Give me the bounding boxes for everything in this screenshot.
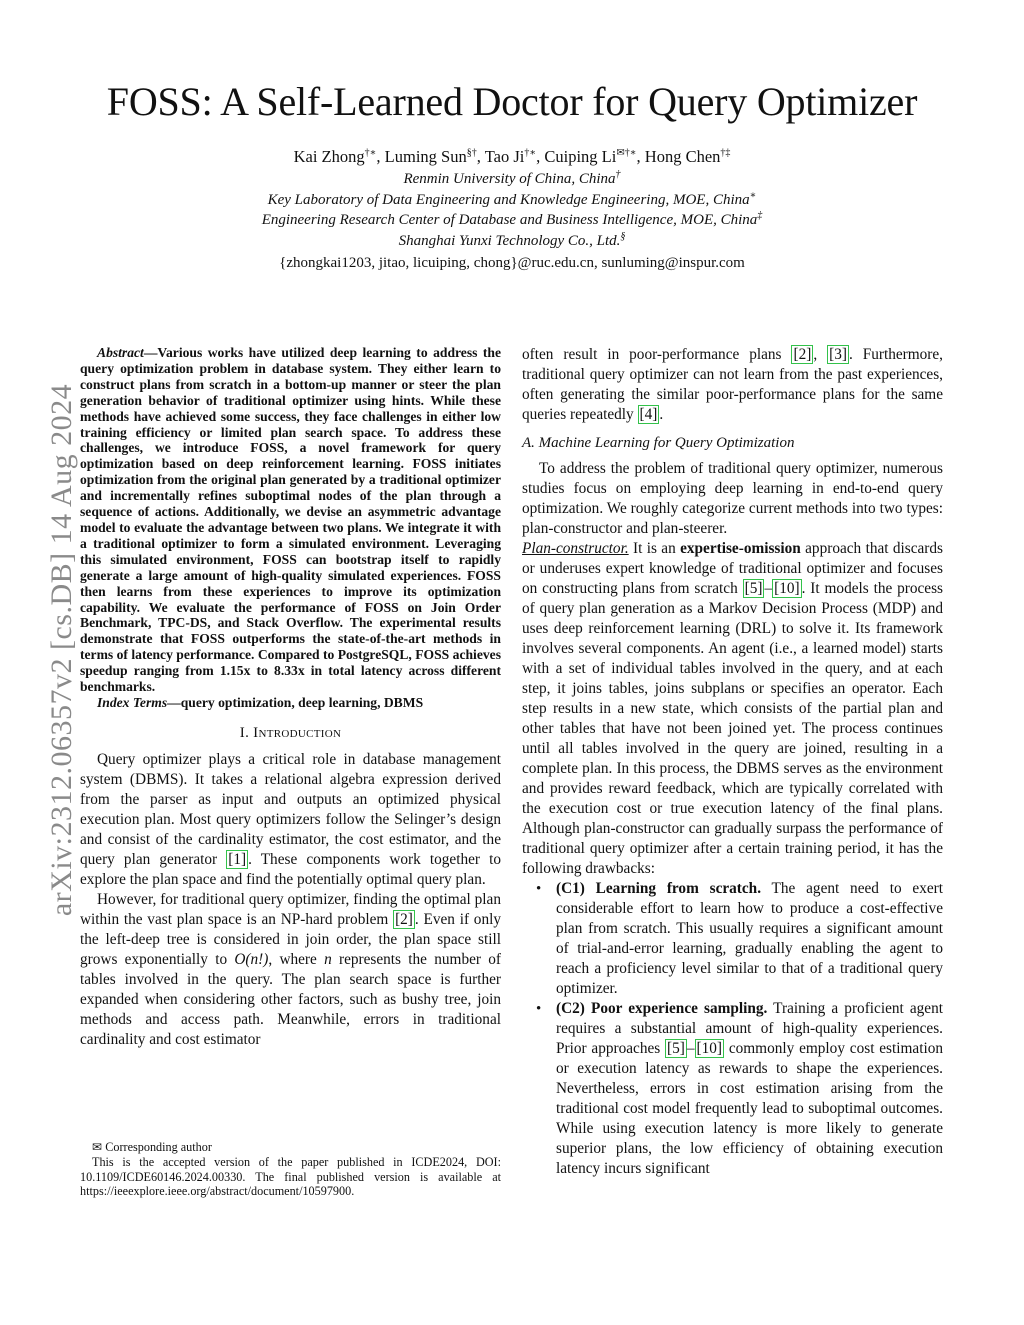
- intro-paragraph-2: However, for traditional query optimizer, finding the optimal plan within the vast plan space is an NP-hard problem [2] . Even if only the left-deep tree is considered in join order, the plan space still grows exponentially to O(n!), where n represents the number of tables involved in the query. The plan search space is further expanded when considering other factors, such as bushy tree, join methods and access path. Meanwhile, errors in traditional cardinality and cost estimator: [80, 890, 501, 1048]
- left-column: [80, 345, 501, 1050]
- author-name: Kai Zhong: [293, 147, 365, 166]
- complexity-formula: O(n!): [234, 950, 269, 968]
- author-name: Cuiping Li: [544, 147, 617, 166]
- abstract-text: —Various works have utilized deep learning to address the query optimization problem in database system. They either learn to construct plans from scratch in a bottom-up manner or steer the plan generation behavior of traditional optimizer using hints. While these methods have achieved some success, they face challenges in either low training efficiency or limited plan search space. To address these challenges, we introduce FOSS, a novel framework for query optimization based on deep reinforcement learning. FOSS initiates optimization from the original plan generated by a traditional optimizer and incrementally refines suboptimal nodes of the plan through a sequence of actions. Additionally, we devise an asymmetric advantage model to evaluate the advantage between two plans. We integrate it with a traditional optimizer to form a simulated environment. Leveraging this simulated environment, FOSS can bootstrap itself to rapidly generate a large amount of high-quality simulated experiences. FOSS then learns from these experiences to improve its optimization capability. We evaluate the performance of FOSS on Join Order Benchmark, TPC-DS, and Stack Overflow. The experimental results demonstrate that FOSS outperforms the state-of-the-art methods in terms of latency performance. Compared to PostgreSQL, FOSS achieves speedup ranging from 1.15x to 8.33x in total latency across different benchmarks.: [80, 345, 501, 695]
- affiliation: Renmin University of China, China†: [403, 169, 621, 187]
- right-column: [522, 345, 943, 1179]
- bullet-icon: •: [536, 881, 542, 897]
- author-marks: §†: [466, 147, 477, 159]
- index-terms-text: —query optimization, deep learning, DBMS: [167, 694, 424, 710]
- affiliation: Engineering Research Center of Database and Business Intelligence, MOE, China‡: [261, 210, 763, 228]
- ml-paragraph-1: To address the problem of traditional query optimizer, numerous studies focus on employing deep learning in end-to-end query optimization. We roughly categorize current methods into two types: plan-constructor and plan-steerer.: [522, 460, 943, 537]
- affiliation: Shanghai Yunxi Technology Co., Ltd.§: [398, 230, 626, 249]
- section-heading-introduction: I. Introduction: [239, 724, 342, 741]
- affiliation: Key Laboratory of Data Engineering and Knowledge Engineering, MOE, China∗: [267, 189, 757, 208]
- paper-title: FOSS: A Self-Learned Doctor for Query Optimizer: [106, 79, 918, 124]
- author-marks: †∗: [364, 147, 377, 159]
- citation-link[interactable]: [3]: [829, 346, 847, 363]
- author-marks: †∗: [524, 147, 537, 159]
- continued-paragraph: often result in poor-performance plans [2] , [3] . Furthermore, traditional query optimizer can not learn from the past experiences, often generating the similar poor-performance plans for the same queries repeatedly [4] .: [522, 346, 943, 423]
- paper-header: [80, 78, 944, 274]
- list-item: • (C2) Poor experience sampling. Training a proficient agent requires a substantial amount of high-quality experiences. Prior approaches [5] – [10] commonly employ cost estimation or execution latency as rewards to shape the experiences. Nevertheless, errors in cost estimation arising from the traditional cost model frequently lead to suboptimal outcomes. While using execution latency is more likely to generate superior plans, the low efficiency of obtaining execution latency incurs significant: [536, 1000, 943, 1177]
- citation-link[interactable]: [1]: [228, 850, 247, 868]
- citation-link[interactable]: [5]: [667, 1040, 685, 1057]
- author-name: Tao Ji: [484, 147, 525, 166]
- publication-note: This is the accepted version of the paper published in ICDE2024, DOI: 10.1109/ICDE60146.2024.00330. The final published version is available at https://ieeexplore.ieee.org/abstract/document/10597900.: [80, 1154, 501, 1199]
- author-marks: ✉†∗: [616, 147, 637, 159]
- footnote: [80, 1140, 501, 1199]
- citation-link[interactable]: [10]: [774, 580, 800, 597]
- index-terms: [80, 695, 501, 711]
- author-name: Hong Chen: [644, 147, 721, 166]
- index-terms-label: Index Terms: [97, 694, 168, 710]
- author-marks: †‡: [720, 147, 731, 159]
- citation-link[interactable]: [4]: [639, 406, 658, 423]
- author-emails: {zhongkai1203, jitao, licuiping, chong}@ruc.edu.cn, sunluming@inspur.com: [279, 255, 745, 271]
- plan-constructor-paragraph: Plan-constructor. It is an expertise-omission approach that discards or underuses expert knowledge of traditional optimizer and focuses on constructing plans from scratch [5] – [10] . It models the process of query plan generation as a Markov Decision Process (MDP) and uses deep reinforcement learning (DRL) to solve it. Its framework involves several components. An agent (i.e., a learned model) starts with a set of individual tables involved in the query, and at each step, it joins tables, joins subplans or specifies an operator. Each step results in a new state, which consists of the partial plan and other tables that have not been joined yet. The process continues until all tables involved in the query are joined, resulting in a complete plan. In this process, the DBMS serves as the environment and provides reward feedback, which are typically correlated with the execution cost or true execution latency of the final plans. Although plan-constructor can gradually surpass the performance of traditional query optimizer after a certain training period, it has the following drawbacks:: [522, 540, 944, 877]
- citation-link[interactable]: [2]: [395, 910, 413, 928]
- abstract: [80, 345, 501, 695]
- citation-link[interactable]: [2]: [793, 346, 812, 363]
- author-name: Luming Sun: [384, 147, 467, 166]
- author-list: Kai Zhong†∗, Luming Sun§†, Tao Ji†∗, Cuiping Li✉†∗, Hong Chen†‡: [293, 147, 731, 166]
- bullet-icon: •: [536, 1001, 542, 1017]
- drawbacks-list: [522, 879, 943, 1179]
- citation-link[interactable]: [10]: [696, 1040, 723, 1057]
- plan-constructor-label: Plan-constructor.: [522, 540, 629, 557]
- citation-link[interactable]: [5]: [744, 580, 763, 597]
- intro-paragraph-1: Query optimizer plays a critical role in database management system (DBMS). It takes a relational algebra expression derived from the parser as input and outputs an optimized physical execution plan. Most query optimizers follow the Selinger’s design and consist of the cardinality estimator, the cost estimator, and the query plan generator [1] . These components work together to explore the plan space and find the potentially optimal query plan.: [80, 750, 501, 888]
- list-item: • (C1) Learning from scratch. The agent need to exert considerable effort to learn how to produce a cost-effective plan from scratch. This usually requires a significant amount of trial-and-error learning, gradually enabling the agent to reach a proficiency level similar to that of a traditional query optimizer.: [536, 880, 944, 997]
- subsection-heading: A. Machine Learning for Query Optimization: [522, 435, 795, 451]
- math-variable: n: [324, 950, 332, 968]
- corresponding-author-note: ✉ Corresponding author: [92, 1140, 212, 1154]
- abstract-label: Abstract: [97, 345, 144, 360]
